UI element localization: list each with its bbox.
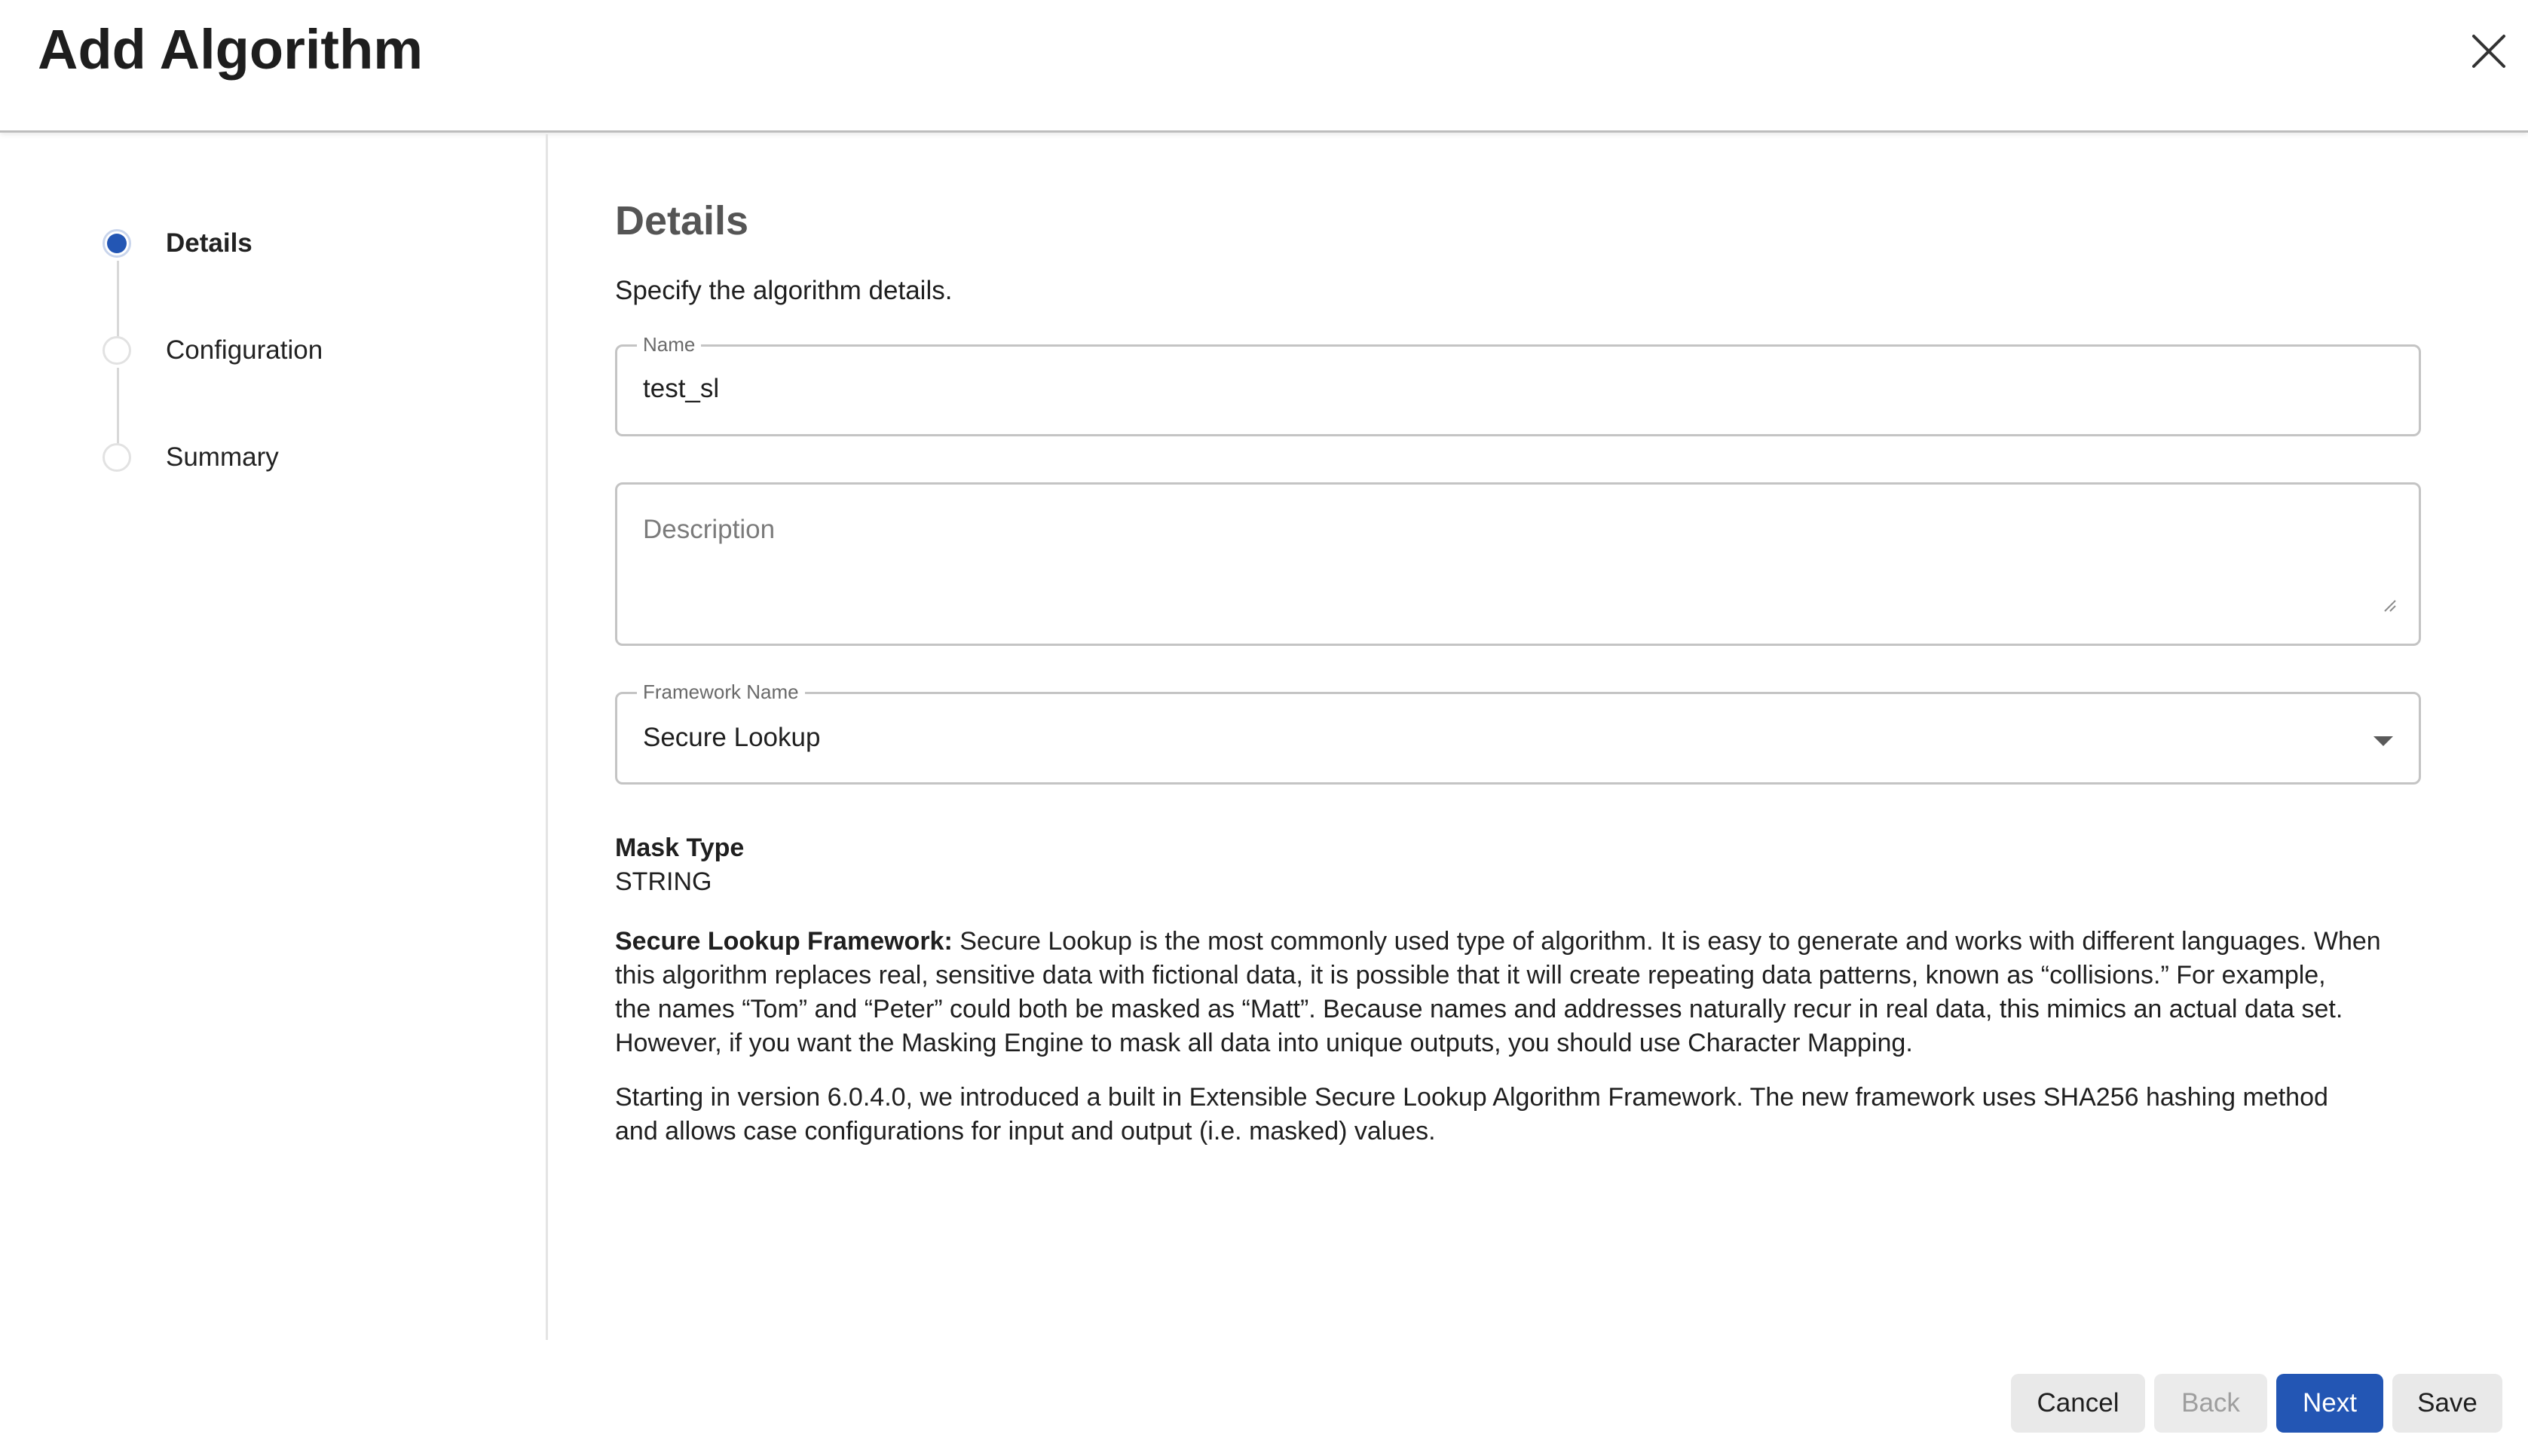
cancel-button[interactable]: Cancel	[2011, 1374, 2145, 1433]
save-button[interactable]: Save	[2392, 1374, 2502, 1433]
framework-info-bold-prefix: Secure Lookup Framework:	[615, 927, 953, 956]
stepper-connector	[117, 368, 119, 445]
stepper-sidebar	[0, 134, 548, 1340]
version-info-line-1: Starting in version 6.0.4.0, we introduced a built in Extensible Secure Lookup Algorithm Framework. The new framework uses SHA256 hashing method	[615, 1083, 2328, 1112]
step-label-configuration: Configuration	[166, 335, 323, 365]
back-button[interactable]: Back	[2154, 1374, 2267, 1433]
description-field[interactable]	[615, 482, 2421, 646]
section-description: Specify the algorithm details.	[615, 276, 953, 305]
framework-info-line-4: However, if you want the Masking Engine to mask all data into unique outputs, you should use Character Mapping.	[615, 1029, 1913, 1057]
name-field-label: Name	[637, 333, 701, 356]
step-details[interactable]	[103, 228, 252, 258]
next-button[interactable]: Next	[2276, 1374, 2383, 1433]
dropdown-caret-icon	[2373, 736, 2393, 746]
step-active-indicator-icon	[103, 229, 131, 258]
framework-select[interactable]	[615, 681, 2421, 785]
mask-type-title: Mask Type	[615, 834, 745, 862]
close-button[interactable]	[2465, 27, 2513, 75]
version-info-line-2: and allows case configurations for input and output (i.e. masked) values.	[615, 1117, 1436, 1146]
framework-info-line-3: the names “Tom” and “Peter” could both be masked as “Matt”. Because names and addresses naturally recur in real data, this mimics an actual data set.	[615, 995, 2343, 1023]
version-info-paragraph	[615, 1081, 2424, 1149]
framework-field-value: Secure Lookup	[643, 723, 821, 752]
step-label-details: Details	[166, 228, 252, 258]
framework-info-line-1: Secure Lookup is the most commonly used type of algorithm. It is easy to generate and works with different languages. When	[952, 927, 2381, 956]
close-icon	[2471, 33, 2507, 69]
resize-grip-icon[interactable]	[2383, 598, 2396, 612]
step-configuration[interactable]	[103, 335, 323, 366]
framework-info-line-2: this algorithm replaces real, sensitive data with fictional data, it is possible that it will create repeating data patterns, known as “collisions.” For example,	[615, 961, 2326, 990]
framework-info-paragraph	[615, 925, 2424, 1060]
dialog-header	[0, 0, 2528, 133]
stepper-connector	[117, 261, 119, 338]
step-inactive-indicator-icon	[103, 443, 131, 472]
dialog-title: Add Algorithm	[38, 18, 424, 81]
dialog-footer	[2011, 1374, 2502, 1433]
framework-field-label: Framework Name	[637, 681, 805, 704]
section-title: Details	[615, 198, 749, 243]
name-field[interactable]	[615, 333, 2421, 436]
framework-info-line	[615, 925, 2424, 959]
mask-type-value: STRING	[615, 867, 712, 896]
description-placeholder: Description	[643, 515, 776, 544]
step-label-summary: Summary	[166, 442, 279, 472]
step-summary[interactable]	[103, 442, 279, 473]
name-field-value: test_sl	[643, 374, 720, 403]
step-inactive-indicator-icon	[103, 336, 131, 365]
